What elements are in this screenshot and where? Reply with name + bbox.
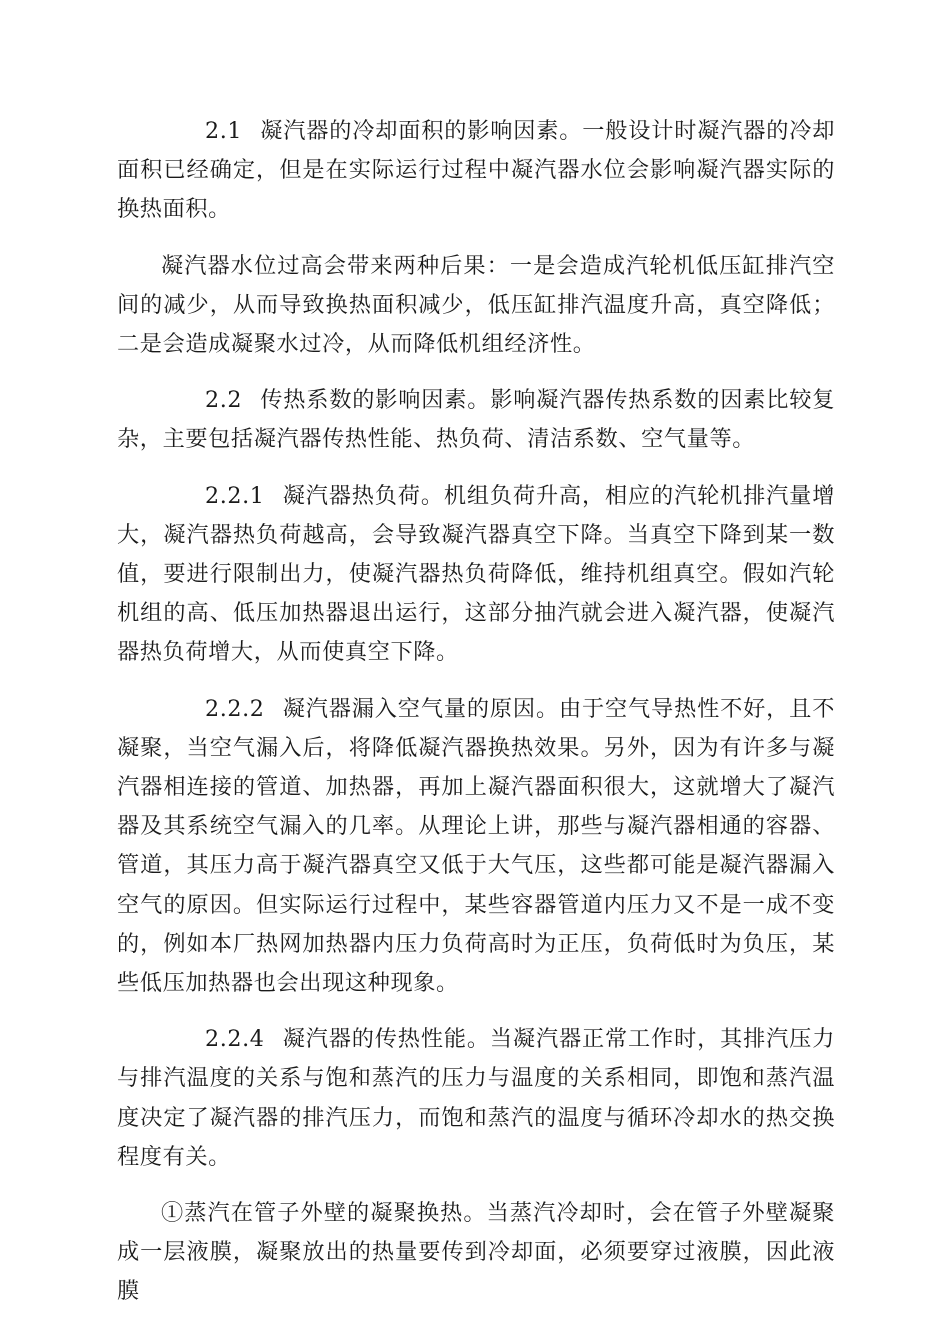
paragraph-2-2-2 <box>117 690 835 1004</box>
paragraph-text: 凝汽器热负荷。机组负荷升高，相应的汽轮机排汽量增大，凝汽器热负荷越高，会导致凝汽器真空下降。当真空下降到某一数值，要进行限制出力，使凝汽器热负荷降低，维持机组真空。假如汽轮机组的高、低压加热器退出运行，这部分抽汽就会进入凝汽器，使凝汽器热负荷增大，从而使真空下降。 <box>117 482 835 666</box>
paragraph-2-2-1 <box>117 477 835 673</box>
paragraph-text: 凝汽器水位过高会带来两种后果：一是会造成汽轮机低压缸排汽空间的减少，从而导致换热面积减少，低压缸排汽温度升高，真空降低；二是会造成凝聚水过冷，从而降低机组经济性。 <box>117 252 835 358</box>
section-number: 2.2.2 <box>205 695 265 722</box>
section-number: 2.2.1 <box>205 482 265 509</box>
paragraph-text: ①蒸汽在管子外壁的凝聚换热。当蒸汽冷却时，会在管子外壁凝聚成一层液膜，凝聚放出的热量要传到冷却面，必须要穿过液膜，因此液膜 <box>117 1200 835 1305</box>
paragraph-text: 传热系数的影响因素。影响凝汽器传热系数的因素比较复杂，主要包括凝汽器传热性能、热负荷、清洁系数、空气量等。 <box>117 387 835 453</box>
paragraph-text: 凝汽器漏入空气量的原因。由于空气导热性不好，且不凝聚，当空气漏入后，将降低凝汽器换热效果。另外，因为有许多与凝汽器相连接的管道、加热器，再加上凝汽器面积很大，这就增大了凝汽器及其系统空气漏入的几率。从理论上讲，那些与凝汽器相通的容器、管道，其压力高于凝汽器真空又低于大气压，这些都可能是凝汽器漏入空气的原因。但实际运行过程中，某些容器管道内压力又不是一成不变的，例如本厂热网加热器内压力负荷高时为正压，负荷低时为负压，某些低压加热器也会出现这种现象。 <box>117 695 835 997</box>
paragraph-condensation <box>117 1194 835 1312</box>
paragraph-2-2-4 <box>117 1020 835 1177</box>
section-number: 2.1 <box>205 118 243 144</box>
section-number: 2.2 <box>205 387 243 414</box>
paragraph-text: 凝汽器的冷却面积的影响因素。一般设计时凝汽器的冷却面积已经确定，但是在实际运行过程中凝汽器水位会影响凝汽器实际的换热面积。 <box>117 118 835 223</box>
paragraph-water-level <box>117 247 835 365</box>
paragraph-2-1 <box>117 112 835 230</box>
paragraph-text: 凝汽器的传热性能。当凝汽器正常工作时，其排汽压力与排汽温度的关系与饱和蒸汽的压力与温度的关系相同，即饱和蒸汽温度决定了凝汽器的排汽压力，而饱和蒸汽的温度与循环冷却水的热交换程度有关。 <box>117 1026 835 1170</box>
paragraph-2-2 <box>117 381 835 459</box>
section-number: 2.2.4 <box>205 1026 265 1053</box>
document-body <box>117 112 835 1329</box>
